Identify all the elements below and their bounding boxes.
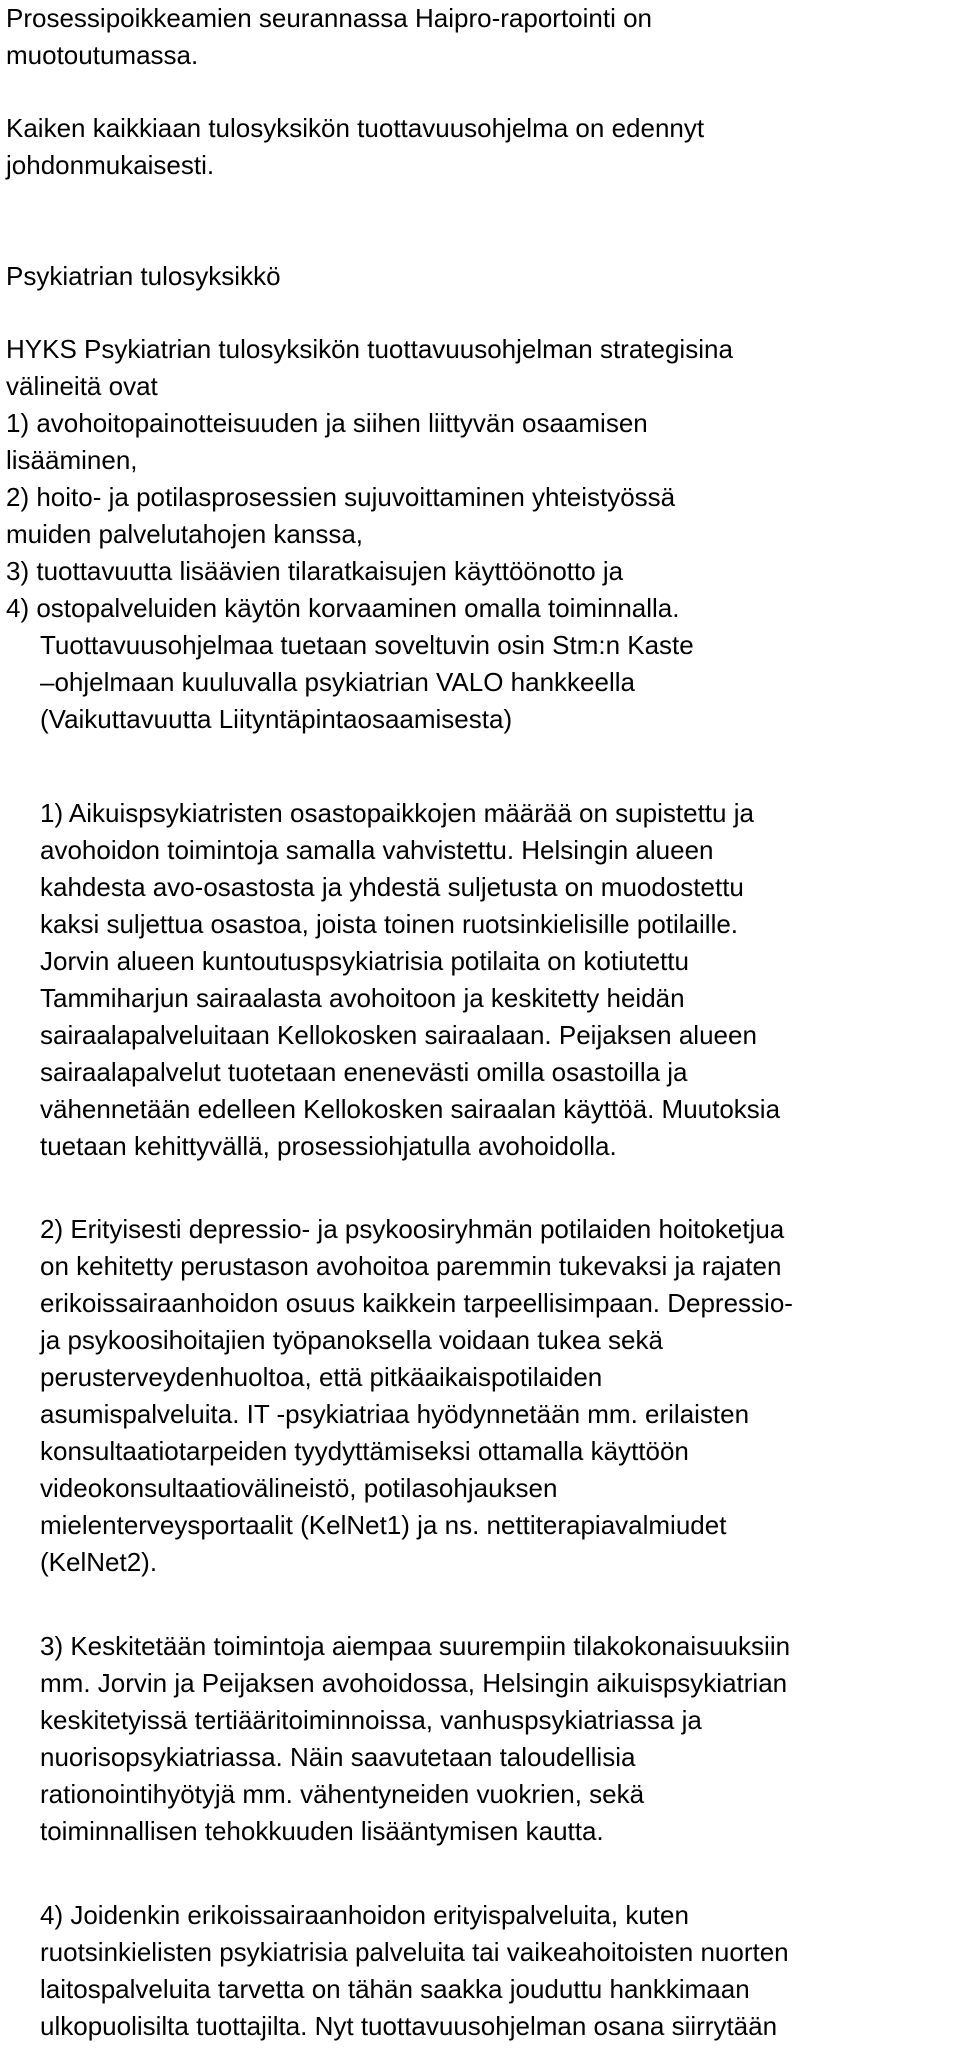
- text-line: mielenterveysportaalit (KelNet1) ja ns. nettiterapiavalmiudet: [40, 1510, 727, 1540]
- text-line: johdonmukaisesti.: [6, 150, 215, 180]
- strategy-paragraph: [6, 331, 956, 627]
- text-line: 3) Keskitetään toimintoja aiempaa suurempiin tilakokonaisuuksiin: [40, 1631, 791, 1661]
- text-line: muiden palvelutahojen kanssa,: [6, 519, 364, 549]
- text-line: lisääminen,: [6, 445, 138, 475]
- text-line: 4) ostopalveluiden käytön korvaaminen omalla toiminnalla.: [6, 593, 680, 623]
- text-line: 3) tuottavuutta lisäävien tilaratkaisujen käyttöönotto ja: [6, 556, 624, 586]
- text-line: 2) Erityisesti depressio- ja psykoosiryhmän potilaiden hoitoketjua: [40, 1214, 785, 1244]
- text-line: välineitä ovat: [6, 371, 158, 401]
- text-line: –ohjelmaan kuuluvalla psykiatrian VALO hankkeella: [40, 667, 635, 697]
- text-line: kaksi suljettua osastoa, joista toinen ruotsinkielisille potilaille.: [40, 909, 739, 939]
- text-line: ulkopuolisilta tuottajilta. Nyt tuottavuusohjelman osana siirrytään: [40, 2011, 778, 2041]
- text-line: mm. Jorvin ja Peijaksen avohoidossa, Helsingin aikuispsykiatrian: [40, 1668, 788, 1698]
- text-line: rationointihyötyjä mm. vähentyneiden vuokrien, sekä: [40, 1779, 645, 1809]
- text-line: avohoidon toimintoja samalla vahvistettu. Helsingin alueen: [40, 835, 714, 865]
- text-line: Tammiharjun sairaalasta avohoitoon ja keskitetty heidän: [40, 983, 685, 1013]
- text-line: vähennetään edelleen Kellokosken sairaalan käyttöä. Muutoksia: [40, 1094, 781, 1124]
- text-line: keskitetyissä tertiääritoiminnoissa, vanhuspsykiatriassa ja: [40, 1705, 702, 1735]
- text-line: on kehitetty perustason avohoitoa paremmin tukevaksi ja rajaten: [40, 1251, 782, 1281]
- text-line: (Vaikuttavuutta Liityntäpintaosaamisesta): [40, 704, 513, 734]
- text-line: sairaalapalvelut tuotetaan enenevästi omilla osastoilla ja: [40, 1057, 688, 1087]
- item-4-paragraph: [40, 1897, 960, 2045]
- text-line: kahdesta avo-osastosta ja yhdestä suljetusta on muodostettu: [40, 872, 744, 902]
- intro-paragraph-haipro: [6, 0, 956, 74]
- text-line: (KelNet2).: [40, 1547, 158, 1577]
- text-line: ja psykoosihoitajien työpanoksella voidaan tukea sekä: [40, 1325, 663, 1355]
- text-line: laitospalveluita tarvetta on tähän saakka jouduttu hankkimaan: [40, 1974, 750, 2004]
- text-line: 1) avohoitopainotteisuuden ja siihen liittyvän osaamisen: [6, 408, 648, 438]
- item-2-paragraph: [40, 1211, 960, 1581]
- text-line: muotoutumassa.: [6, 40, 199, 70]
- text-line: HYKS Psykiatrian tulosyksikön tuottavuusohjelman strategisina: [6, 334, 733, 364]
- text-line: konsultaatiotarpeiden tyydyttämiseksi ottamalla käyttöön: [40, 1436, 689, 1466]
- text-line: Tuottavuusohjelmaa tuetaan soveltuvin osin Stm:n Kaste: [40, 630, 694, 660]
- text-line: tuetaan kehittyvällä, prosessiohjatulla avohoidolla.: [40, 1131, 617, 1161]
- item-1-paragraph: [40, 795, 960, 1165]
- text-line: 4) Joidenkin erikoissairaanhoidon erityispalveluita, kuten: [40, 1900, 689, 1930]
- text-line: Prosessipoikkeamien seurannassa Haipro-raportointi on: [6, 3, 653, 33]
- strategy-paragraph-continued: [40, 627, 960, 738]
- section-heading-text: Psykiatrian tulosyksikkö: [6, 261, 281, 291]
- text-line: Kaiken kaikkiaan tulosyksikön tuottavuusohjelma on edennyt: [6, 113, 705, 143]
- text-line: ruotsinkielisten psykiatrisia palveluita tai vaikeahoitoisten nuorten: [40, 1937, 789, 1967]
- text-line: toiminnallisen tehokkuuden lisääntymisen kautta.: [40, 1816, 604, 1846]
- text-line: perusterveydenhuoltoa, että pitkäaikaispotilaiden: [40, 1362, 603, 1392]
- text-line: sairaalapalveluitaan Kellokosken sairaalaan. Peijaksen alueen: [40, 1020, 757, 1050]
- item-3-paragraph: [40, 1628, 960, 1850]
- text-line: 2) hoito- ja potilasprosessien sujuvoittaminen yhteistyössä: [6, 482, 676, 512]
- text-line: nuorisopsykiatriassa. Näin saavutetaan taloudellisia: [40, 1742, 636, 1772]
- text-line: erikoissairaanhoidon osuus kaikkein tarpeellisimpaan. Depressio-: [40, 1288, 793, 1318]
- text-line: 1) Aikuispsykiatristen osastopaikkojen määrää on supistettu ja: [40, 798, 754, 828]
- section-heading: [6, 258, 956, 295]
- text-line: Jorvin alueen kuntoutuspsykiatrisia potilaita on kotiutettu: [40, 946, 689, 976]
- text-line: videokonsultaatiovälineistö, potilasohjauksen: [40, 1473, 558, 1503]
- intro-paragraph-summary: [6, 110, 956, 184]
- text-line: asumispalveluita. IT -psykiatriaa hyödynnetään mm. erilaisten: [40, 1399, 750, 1429]
